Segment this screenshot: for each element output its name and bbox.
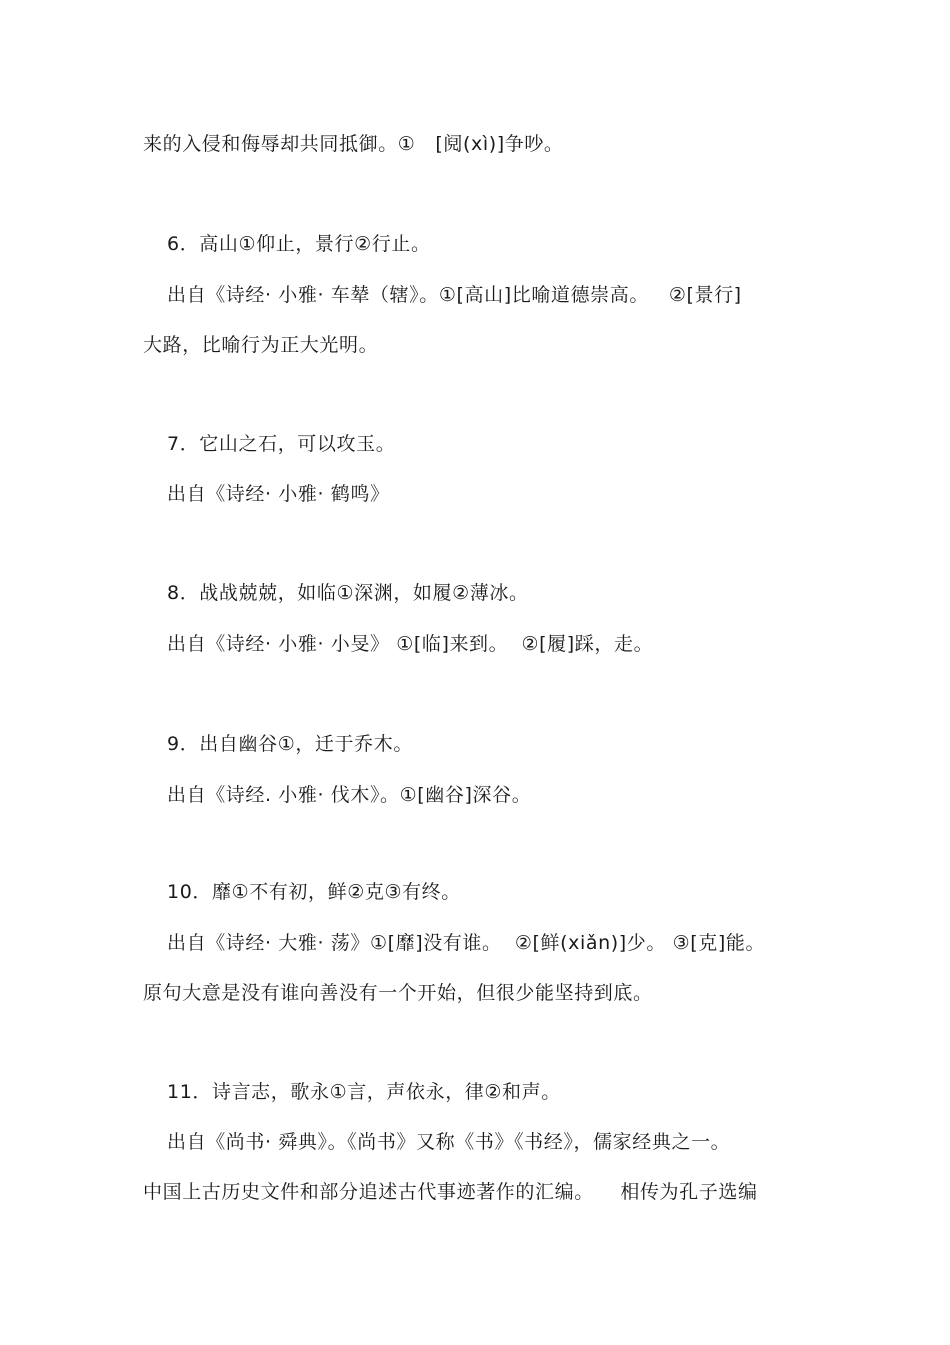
entry-heading: 8．战战兢兢，如临①深渊，如履②薄冰。 (167, 582, 529, 604)
entry-heading: 6．高山①仰止，景行②行止。 (167, 233, 431, 255)
entry-heading: 9．出自幽谷①，迁于乔木。 (167, 733, 413, 755)
text-line: 出自《诗经· 大雅· 荡》①[靡]没有谁。 ②[鲜(xiǎn)]少。 ③[克]能。 (167, 932, 766, 954)
text-line: 来的入侵和侮辱却共同抵御。① [阋(xì)]争吵。 (143, 133, 564, 155)
text-line: 出自《诗经· 小雅· 车辇（辖》。①[高山]比喻道德崇高。 ②[景行] (167, 284, 742, 306)
entry-heading: 7．它山之石，可以攻玉。 (167, 433, 396, 455)
text-line: 出自《诗经· 小雅· 小旻》 ①[临]来到。 ②[履]踩，走。 (167, 633, 654, 655)
text-line: 原句大意是没有谁向善没有一个开始，但很少能坚持到底。 (143, 982, 653, 1004)
entry-heading: 10．靡①不有初，鲜②克③有终。 (167, 881, 461, 903)
text-line: 大路，比喻行为正大光明。 (143, 334, 379, 356)
entry-heading: 11．诗言志，歌永①言，声依永，律②和声。 (167, 1081, 561, 1103)
text-line: 中国上古历史文件和部分追述古代事迹著作的汇编。 相传为孔子选编 (143, 1181, 758, 1203)
text-line: 出自《诗经· 小雅· 鹤鸣》 (167, 483, 390, 505)
text-line: 出自《尚书· 舜典》。《尚书》又称《书》《书经》，儒家经典之一。 (167, 1131, 731, 1153)
text-line: 出自《诗经. 小雅· 伐木》。①[幽谷]深谷。 (167, 784, 532, 806)
